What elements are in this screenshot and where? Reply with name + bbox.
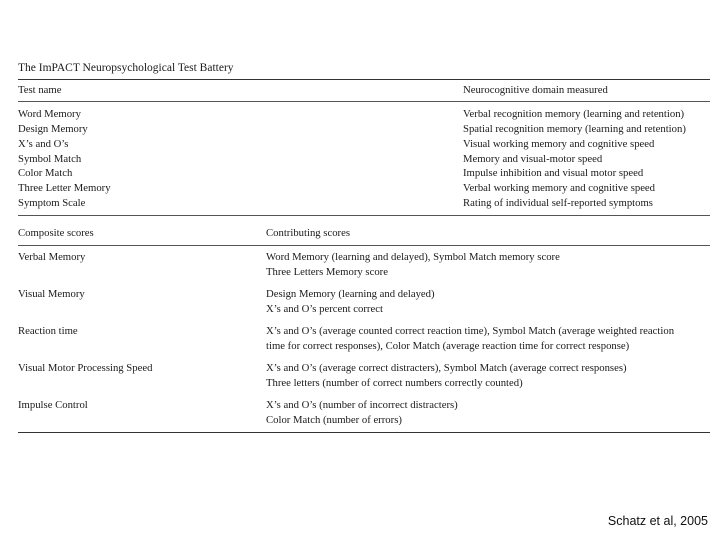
test-domain: Impulse inhibition and visual motor speed: [463, 167, 644, 179]
contributing-line: time for correct responses), Color Match (average reaction time for correct response): [266, 340, 630, 352]
header-contributing: Contributing scores: [266, 227, 351, 239]
test-name: X’s and O’s: [18, 138, 69, 150]
header-test-name: Test name: [18, 84, 62, 96]
header-domain: Neurocognitive domain measured: [463, 84, 608, 96]
test-domain: Verbal working memory and cognitive speed: [463, 182, 656, 194]
table-bottom-rule: [18, 432, 710, 433]
table-top-rule: [18, 79, 710, 80]
composite-name: Verbal Memory: [18, 251, 86, 263]
contributing-line: Word Memory (learning and delayed), Symbol Match memory score: [266, 251, 560, 263]
test-domain: Memory and visual-motor speed: [463, 153, 603, 165]
test-name: Symbol Match: [18, 153, 82, 165]
contributing-line: X’s and O’s (number of incorrect distracters): [266, 399, 458, 411]
composite-header-rule: [18, 245, 710, 246]
contributing-line: X’s and O’s percent correct: [266, 303, 383, 315]
test-name: Color Match: [18, 167, 73, 179]
test-name: Three Letter Memory: [18, 182, 111, 194]
header-composite: Composite scores: [18, 227, 94, 239]
composite-name: Visual Memory: [18, 288, 85, 300]
composite-name: Visual Motor Processing Speed: [18, 362, 153, 374]
composite-name: Reaction time: [18, 325, 78, 337]
contributing-line: X’s and O’s (average counted correct reaction time), Symbol Match (average weighted reaction: [266, 325, 675, 337]
test-domain: Visual working memory and cognitive speed: [463, 138, 655, 150]
contributing-line: Three Letters Memory score: [266, 266, 388, 278]
contributing-line: Design Memory (learning and delayed): [266, 288, 435, 300]
test-domain: Verbal recognition memory (learning and retention): [463, 108, 685, 120]
contributing-line: X’s and O’s (average correct distracters), Symbol Match (average correct responses): [266, 362, 627, 374]
header-rule: [18, 101, 710, 102]
test-domain: Rating of individual self-reported symptoms: [463, 197, 653, 209]
composite-name: Impulse Control: [18, 399, 88, 411]
contributing-line: Color Match (number of errors): [266, 414, 402, 426]
citation-caption: Schatz et al, 2005: [607, 514, 708, 528]
contributing-line: Three letters (number of correct numbers correctly counted): [266, 377, 523, 389]
table-title: The ImPACT Neuropsychological Test Battery: [18, 62, 234, 74]
test-domain: Spatial recognition memory (learning and retention): [463, 123, 686, 135]
test-name: Design Memory: [18, 123, 88, 135]
test-name: Symptom Scale: [18, 197, 86, 209]
test-name: Word Memory: [18, 108, 81, 120]
section-rule: [18, 215, 710, 216]
